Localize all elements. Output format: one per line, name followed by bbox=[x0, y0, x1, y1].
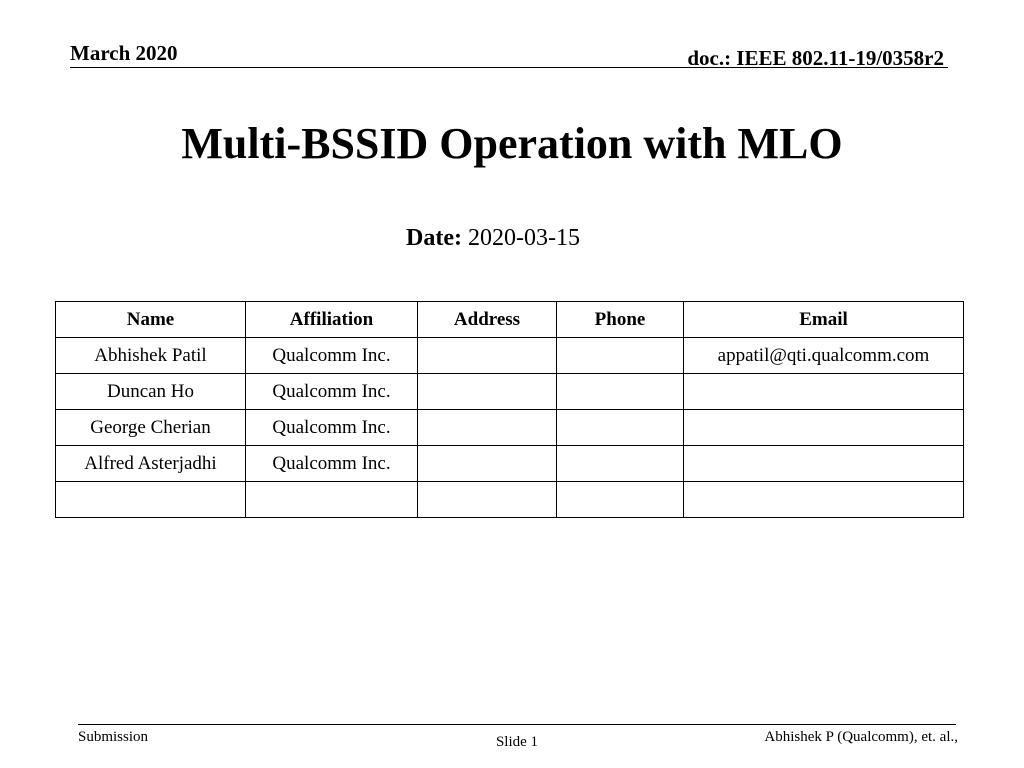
header-divider bbox=[70, 67, 948, 68]
date-value: 2020-03-15 bbox=[467, 225, 580, 251]
table-row bbox=[56, 482, 964, 518]
footer-submission: Submission bbox=[78, 729, 149, 745]
cell-address bbox=[418, 482, 557, 518]
date-line bbox=[0, 223, 986, 253]
cell-address bbox=[418, 410, 557, 446]
table-row bbox=[56, 410, 964, 446]
column-header-address: Address bbox=[418, 302, 557, 338]
cell-affiliation: Qualcomm Inc. bbox=[246, 338, 418, 374]
cell-name: Abhishek Patil bbox=[56, 338, 246, 374]
footer-slide-number: Slide 1 bbox=[495, 734, 539, 750]
cell-affiliation: Qualcomm Inc. bbox=[246, 410, 418, 446]
table-row bbox=[56, 446, 964, 482]
column-header-email: Email bbox=[684, 302, 964, 338]
cell-phone bbox=[557, 338, 684, 374]
cell-affiliation bbox=[246, 482, 418, 518]
cell-address bbox=[418, 374, 557, 410]
table-header-row bbox=[56, 302, 964, 338]
cell-address bbox=[418, 338, 557, 374]
table-row bbox=[56, 338, 964, 374]
table-row bbox=[56, 374, 964, 410]
cell-email bbox=[684, 374, 964, 410]
date-label: Date: bbox=[406, 225, 462, 251]
cell-phone bbox=[557, 410, 684, 446]
cell-address bbox=[418, 446, 557, 482]
footer-author: Abhishek P (Qualcomm), et. al., bbox=[764, 729, 958, 745]
cell-name: Alfred Asterjadhi bbox=[56, 446, 246, 482]
cell-affiliation: Qualcomm Inc. bbox=[246, 446, 418, 482]
column-header-name: Name bbox=[56, 302, 246, 338]
cell-email bbox=[684, 446, 964, 482]
column-header-phone: Phone bbox=[557, 302, 684, 338]
cell-affiliation: Qualcomm Inc. bbox=[246, 374, 418, 410]
authors-table bbox=[55, 301, 964, 518]
cell-phone bbox=[557, 374, 684, 410]
header-doc-id: doc.: IEEE 802.11-19/0358r2 bbox=[687, 46, 944, 70]
cell-phone bbox=[557, 446, 684, 482]
cell-email: appatil@qti.qualcomm.com bbox=[684, 338, 964, 374]
cell-name bbox=[56, 482, 246, 518]
cell-phone bbox=[557, 482, 684, 518]
cell-name: George Cherian bbox=[56, 410, 246, 446]
column-header-affiliation: Affiliation bbox=[246, 302, 418, 338]
header-date: March 2020 bbox=[70, 41, 178, 65]
cell-name: Duncan Ho bbox=[56, 374, 246, 410]
footer-divider bbox=[78, 724, 956, 725]
cell-email bbox=[684, 410, 964, 446]
slide-title: Multi-BSSID Operation with MLO bbox=[181, 119, 843, 168]
cell-email bbox=[684, 482, 964, 518]
